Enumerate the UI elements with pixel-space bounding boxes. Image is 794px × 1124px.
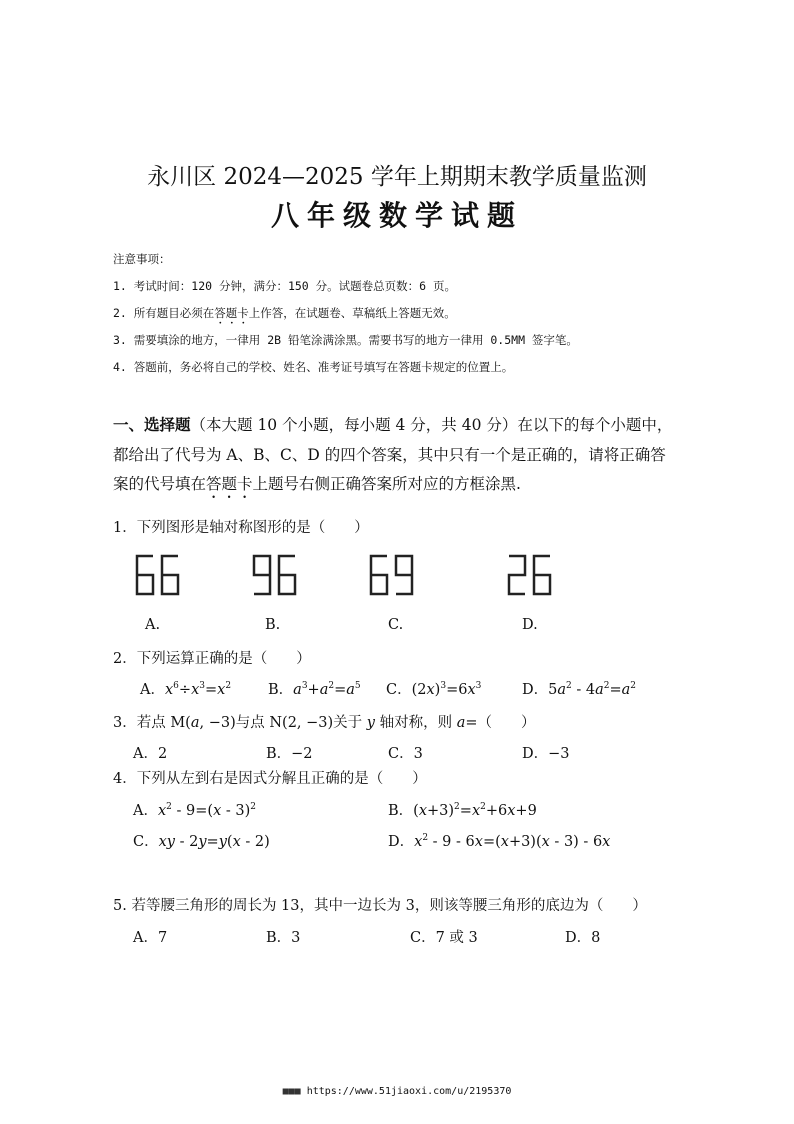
exam-subtitle: 八年级数学试题 [270, 199, 523, 232]
q1-option-c: C. [388, 617, 404, 633]
figure-d-26 [505, 552, 555, 598]
question-1-stem: 1．下列图形是轴对称图形的是（ ） [113, 520, 369, 536]
footer [0, 1086, 794, 1097]
q2-option-c: C．$(2x)^3=6x^3$ [386, 681, 482, 698]
answer-card-emphasis: 答题卡 [214, 306, 249, 320]
section-line-2: 都给出了代号为 A、B、C、D 的四个答案，其中只有一个是正确的，请将正确答 [113, 446, 666, 464]
q4-option-b: B．$(x+3)^2=x^2+6x+9$ [388, 802, 537, 819]
notice-item-1: 1. 考试时间：120 分钟，满分：150 分。试题卷总页数：6 页。 [113, 279, 457, 293]
q5-option-b: B．3 [266, 930, 301, 946]
q2-option-b: B．$a^3+a^2=a^5$ [268, 681, 361, 698]
q3-option-d: D．−3 [522, 746, 570, 762]
figure-c-69 [367, 552, 417, 598]
section-heading: 一、选择题（本大题 10 个小题，每小题 4 分，共 40 分）在以下的每个小题中， [113, 415, 673, 434]
figure-b-96 [250, 552, 300, 598]
exam-title: 永川区 2024—2025 学年上期期末教学质量监测 [147, 164, 647, 190]
q5-option-a: A．7 [133, 930, 168, 946]
q4-option-a: A．$x^2 - 9=(x - 3)^2$ [133, 802, 256, 819]
question-3-stem: 3．若点 M(a, −3)与点 N(2, −3)关于 y 轴对称，则 a=（ ） [113, 715, 536, 731]
q3-option-c: C．3 [388, 746, 423, 762]
footer-link[interactable]: https://www.51jiaoxi.com/u/2195370 [306, 1086, 512, 1097]
notice-item-2: 2. 所有题目必须在答题卡上作答，在试题卷、草稿纸上答题无效。 [113, 306, 456, 320]
q2-option-d: D．$5a^2 - 4a^2=a^2$ [522, 681, 637, 698]
q1-option-d: D. [522, 617, 538, 633]
notice-item-4: 4. 答题前，务必将自己的学校、姓名、准考证号填写在答题卡规定的位置上。 [113, 360, 514, 374]
q5-option-c: C．7 或 3 [410, 930, 478, 946]
q3-option-a: A．2 [133, 746, 168, 762]
question-4-stem: 4．下列从左到右是因式分解且正确的是（ ） [113, 771, 427, 787]
figure-a-66 [133, 552, 183, 598]
notice-heading: 注意事项： [113, 252, 171, 266]
q5-option-d: D．8 [565, 930, 601, 946]
question-2-stem: 2．下列运算正确的是（ ） [113, 651, 311, 667]
q2-option-a: A．$x^6\div x^3=x^2$ [140, 681, 232, 698]
q3-option-b: B．−2 [266, 746, 313, 762]
notice-item-3: 3. 需要填涂的地方，一律用 2B 铅笔涂满涂黑。需要书写的地方一律用 0.5MM 签字笔。 [113, 333, 578, 347]
question-5-stem: 5. 若等腰三角形的周长为 13，其中一边长为 3，则该等腰三角形的底边为（ ） [113, 898, 647, 914]
q1-option-b: B. [265, 617, 281, 633]
footer-mark: ■■■ [282, 1086, 301, 1097]
q4-option-c: C．xy - 2y=y(x - 2) [133, 834, 270, 850]
q4-option-d: D．$x^2 - 9 - 6x=(x+3)(x - 3) - 6x$ [388, 833, 611, 850]
section-line-3: 案的代号填在答题卡上题号右侧正确答案所对应的方框涂黑. [113, 475, 521, 493]
q1-option-a: A. [145, 617, 161, 633]
